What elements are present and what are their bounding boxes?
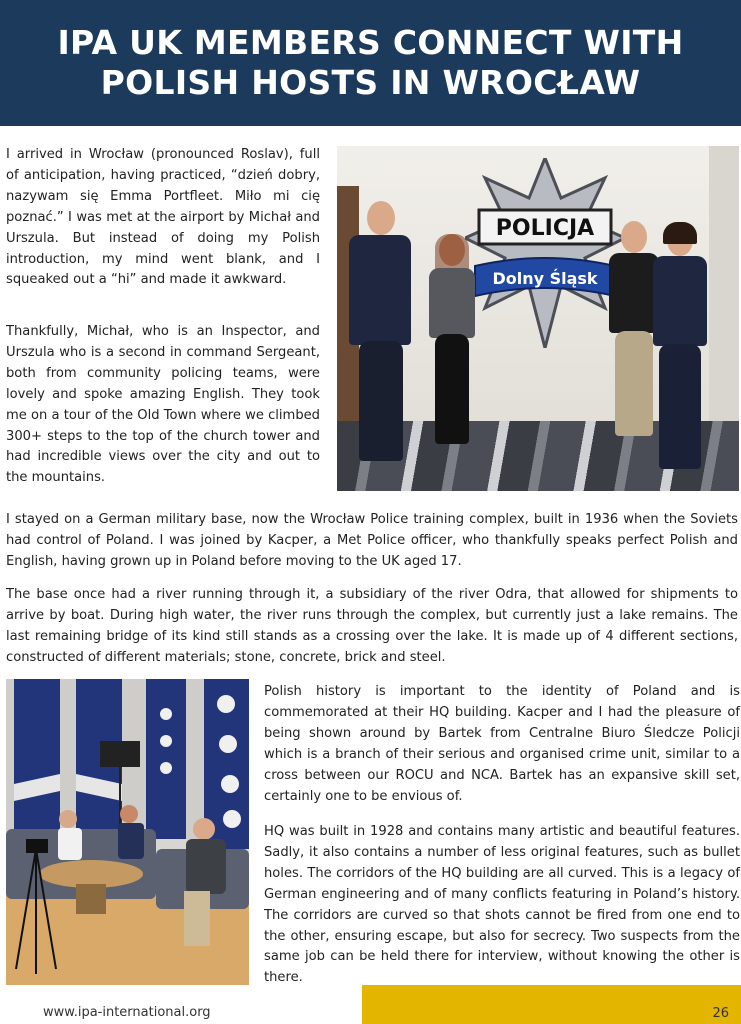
badge-label-dolny-slask: Dolny Śląsk [492,269,598,288]
badge-label-policja: POLICJA [495,216,595,241]
article-title-line-2: POLISH HOSTS IN WROCŁAW [100,63,641,102]
article-header [0,0,741,126]
interview-room-illustration [6,679,249,985]
officer-figure [345,201,415,471]
article-title-line-1: IPA UK MEMBERS CONNECT WITH [57,23,684,62]
female-officer-figure [647,224,713,474]
page-number: 26 [712,1006,729,1021]
footer-website-link[interactable]: www.ipa-international.org [43,1005,211,1020]
footer-accent-bar [362,985,741,1024]
photo-interview-room [6,679,249,985]
visitor-figure [421,234,481,459]
policja-badge-emblem [465,158,625,348]
paragraph-arrival: I arrived in Wrocław (pronounced Roslav), full of anticipation, having practiced, “dzień dobry, nazywam się Emma Portfleet. Miło mi cię poznać.” I was met at the airport by Michał and Urszula. But instead of doing my Polish introduction, my mind went blank, and I squeaked out a “hi” and made it awkward. [6,147,320,288]
paragraph-old-town-tour: Thankfully, Michał, who is an Inspector, and Urszula who is a second in command Sergeant, both from community policing teams, were lovely and spoke amazing English. They took me on a tour of the Old Town where we climbed 300+ steps to the top of the church tower and had incredible views over the city and out to the mountains. [6,324,320,486]
paragraph-military-base: I stayed on a German military base, now the Wrocław Police training complex, built in 1936 when the Soviets had control of Poland. I was joined by Kacper, a Met Police officer, who thankfully speaks perfect Polish and English, having grown up in Poland before moving to the UK aged 17. [6,512,738,569]
photo-officers-with-policja-badge [337,146,739,491]
paragraph-hq-history: Polish history is important to the identity of Poland and is commemorated at their HQ building. Kacper and I had the pleasure of being shown around by Bartek from Centralne Biuro Śledcze Policji which is a branch of their serious and organised crime unit, similar to a cross between our ROCU and NCA. Bartek has an expansive skill set, certainly one to be envious of. [264,684,740,804]
paragraph-river-bridge: The base once had a river running through it, a subsidiary of the river Odra, that allowed for shipments to arrive by boat. During high water, the river runs through the complex, but currently just a lake remains. The last remaining bridge of its kind still stands as a crossing over the lake. It is made up of 4 different sections, constructed of different materials; stone, concrete, brick and steel. [6,587,738,665]
paragraph-hq-corridors: HQ was built in 1928 and contains many artistic and beautiful features. Sadly, it also contains a number of less original features, such as bullet holes. The corridors of the HQ building are all curved. This is a legacy of German engineering and of many conflicts featuring in Poland’s history. The corridors are curved so that shots cannot be fired from one end to the other, ensuring escape, but also for secrecy. Two suspects from the same job can be held there for interview, without knowing the other is there. [264,824,740,986]
